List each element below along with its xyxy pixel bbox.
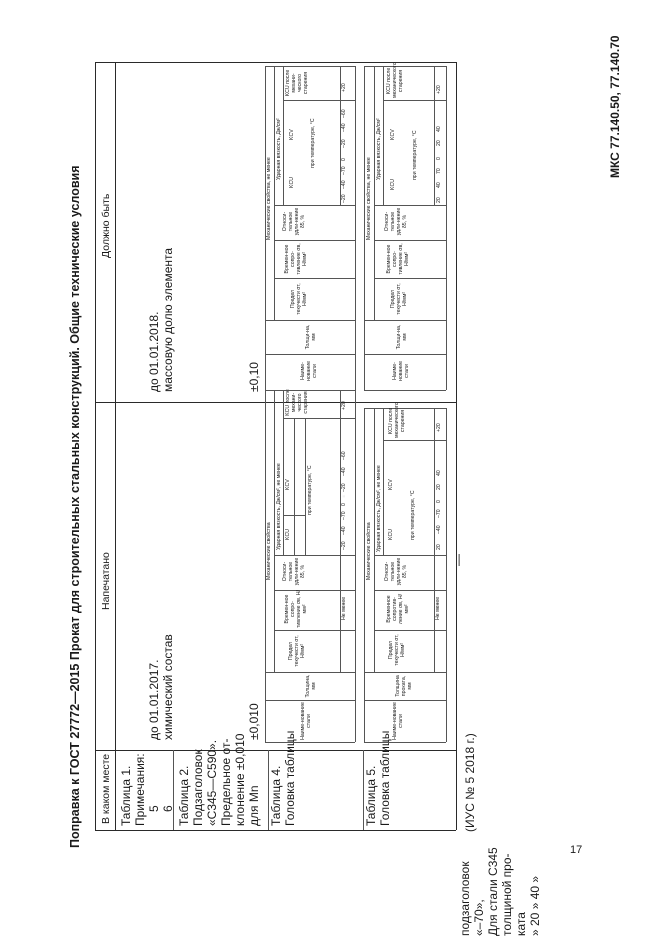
row2-should: ±0,10 <box>247 362 261 392</box>
row2-printed: ±0,010 <box>247 703 261 740</box>
t4p-temp: 0 <box>341 503 347 506</box>
t5s-temp: 40 <box>436 126 442 132</box>
t5s-steel-label: Наиме-нование стали <box>392 361 410 381</box>
t5p-temp: 20 <box>436 544 442 550</box>
t4s-temp: –20 <box>341 139 347 148</box>
t4s-temp: +20 <box>341 83 347 92</box>
t4p-kcu-label: KCU <box>285 529 291 540</box>
row4-where-line: Таблица 5. <box>364 765 378 826</box>
t5s-temp: 20 <box>436 140 442 146</box>
t5p-kcu-label: KCU <box>388 529 394 540</box>
t5p-kcv-label: KCV <box>388 479 394 490</box>
t4p-tensile-label: Времен-ное сопро-тивление σв, Н/мм² <box>284 590 308 628</box>
row1-where-line: 6 <box>161 805 175 812</box>
t5p-elong-label: Относи-тельное удли-нение δ5, % <box>384 557 408 586</box>
t4s-temp: –60 <box>341 109 347 118</box>
row1-where-line: 5 <box>147 805 161 812</box>
t5s-mech-label: Механические свойства, не менее <box>366 157 372 240</box>
t4s-kcu-label: KCU <box>289 177 295 188</box>
t5s-kcu-after-label: KCU после механического старения <box>386 62 404 98</box>
t4s-steel-label: Наиме-нование стали <box>300 361 318 381</box>
t5p-kcu-after-label: KCU после механического старения <box>388 402 406 438</box>
t4s-temp: –40 <box>341 123 347 132</box>
row1-where-line: Примечания: <box>133 753 147 826</box>
doc-code: МКС 77.140.50, 77.140.70 <box>608 35 622 178</box>
t4s-mech-label: Механические свойства, не менее <box>266 157 272 240</box>
t4s-thickness-label: Толщи-на, мм <box>305 324 317 350</box>
t4s-tensile-label: Времен-ное сопро-тивление σв, Н/мм² <box>284 243 308 275</box>
row1-should-line: массовую долю элемента <box>161 247 175 392</box>
column-header-where: В каком месте <box>100 753 112 824</box>
row5-where-line: толщиной про- <box>500 853 514 936</box>
t5s-temp-label: при температуре, °С <box>412 130 418 180</box>
page-number: 17 <box>570 844 583 856</box>
t4p-impact-label: Ударная вязкость, Дж/см², не менее <box>276 463 282 550</box>
row5-where-line: Для стали С345 <box>486 847 500 936</box>
t4p-temp: –40 <box>341 467 347 476</box>
t4p-notless-label: Не менее <box>341 596 347 620</box>
row5-where-line: » 20 » 40 » <box>528 875 542 936</box>
t5s-impact-label: Ударная вязкость, Дж/см² <box>376 118 382 180</box>
t5p-temp: –40 <box>436 525 442 534</box>
watermark: · <box>330 492 355 500</box>
t5p-temp: +20 <box>436 423 442 432</box>
t5s-temp: 0 <box>436 157 442 160</box>
t5p-thickness-label: Толщина проката, мм <box>395 675 413 697</box>
t4p-temp: –70 <box>341 511 347 520</box>
t4p-mech-label: Механические свойства <box>266 522 272 580</box>
t5s-temp: 20 <box>436 197 442 203</box>
row3-where-line: Головка таблицы <box>283 730 297 826</box>
t4s-impact-label: Ударная вязкость, Дж/см² <box>276 118 282 180</box>
t5p-yield-label: Предел текучести σт, Н/мм² <box>388 634 406 666</box>
row1-should-line: до 01.01.2018. <box>147 311 161 392</box>
ius-note: (ИУС № 5 2018 г.) <box>463 733 477 832</box>
t5s-kcu-label: KCU <box>390 179 396 190</box>
t5p-temp-label: при температуре, °С <box>410 490 416 540</box>
t5p-impact-label: Ударная вязкость, Дж/см², не менее <box>376 465 382 552</box>
t4p-temp: –20 <box>341 541 347 550</box>
t4s-kcv-label: KCV <box>289 129 295 140</box>
t4s-temp: 0 <box>341 158 347 161</box>
t5p-steel-label: Наиме-нование стали <box>392 702 404 740</box>
t5p-temp: 40 <box>436 470 442 476</box>
row2-where-line: Таблица 2. <box>177 765 191 826</box>
t4p-temp-label: при температуре, °С <box>307 465 313 515</box>
row3-where-line: Таблица 4. <box>269 765 283 826</box>
t4s-elong-label: Относи-тельное удли-нение δ5, % <box>282 207 306 236</box>
page-title: Поправка к ГОСТ 27772—2015 Прокат для строительных стальных конструкций. Общие технические условия <box>68 165 82 848</box>
t4s-yield-label: Предел текучести σт, Н/мм² <box>290 283 308 315</box>
t5p-tensile-label: Временное сопротив-ление σв, Н/мм² <box>386 593 410 625</box>
t4s-temp: –20 <box>341 194 347 203</box>
t5p-temp: 20 <box>436 484 442 490</box>
t5s-temp: 40 <box>436 182 442 188</box>
t4p-kcu-after-label: KCU после механи-ческого старения <box>285 389 309 416</box>
row1-where-line: Таблица 1. <box>119 765 133 826</box>
t4p-temp: –20 <box>341 483 347 492</box>
t5p-temp: –70 <box>436 509 442 518</box>
row2-where-line: клонение ±0,010 <box>233 733 247 826</box>
t4p-steel-label: Наиме-нование стали <box>300 702 312 740</box>
t5s-temp: +20 <box>436 85 442 94</box>
t5p-notless-label: Не менее <box>435 596 441 620</box>
row2-where-line: «С345—С590». <box>205 739 219 826</box>
t5p-temp: 0 <box>436 500 442 503</box>
t4p-elong-label: Относи-тельное удли-нение δ5, % <box>282 557 306 586</box>
t4p-yield-label: Предел текучести σт, Н/мм² <box>288 635 306 667</box>
t4p-temp: –60 <box>341 451 347 460</box>
t4p-temp: –40 <box>341 526 347 535</box>
t4p-thickness-label: Толщина, мм <box>305 674 317 698</box>
t4p-kcv-label: KCV <box>285 479 291 490</box>
t4s-kcu-after-label: KCU после механи-ческого старения <box>285 69 309 97</box>
t4s-temp-label: при температуре, °С <box>310 118 316 168</box>
t4s-temp: –40 <box>341 180 347 189</box>
t5s-elong-label: Относи-тельное удли-нение δ5, % <box>384 207 408 236</box>
row2-where-line: для Mn <box>247 785 261 826</box>
column-header-should-be: Должно быть <box>100 193 112 258</box>
row1-printed-line: до 01.01.2017. <box>147 659 161 740</box>
row5-where-line: ката <box>514 912 528 936</box>
row2-where-line: Подзаголовок <box>191 749 205 826</box>
t5s-tensile-label: Времен-ное сопро-тивление σв, Н/мм² <box>386 243 410 275</box>
row2-where-line: Предельное от- <box>219 738 233 826</box>
row1-printed-line: химический состав <box>161 634 175 740</box>
t4p-temp: +20 <box>341 401 347 410</box>
column-header-printed: Напечатано <box>100 552 112 610</box>
t5p-mech-label: Механические свойства <box>366 522 372 580</box>
row4-where-line: Головка таблицы <box>378 730 392 826</box>
t5s-thickness-label: Толщи-на, мм <box>396 324 408 350</box>
t5s-temp: 70 <box>436 168 442 174</box>
row5-where-line: «–70», <box>472 899 486 936</box>
t5s-yield-label: Предел текучести σт, Н/мм² <box>390 283 408 315</box>
t4s-temp: –70 <box>341 166 347 175</box>
t5s-kcv-label: KCV <box>390 129 396 140</box>
row5-should: — <box>451 554 465 566</box>
row5-where-line: подзаголовок <box>458 861 472 936</box>
